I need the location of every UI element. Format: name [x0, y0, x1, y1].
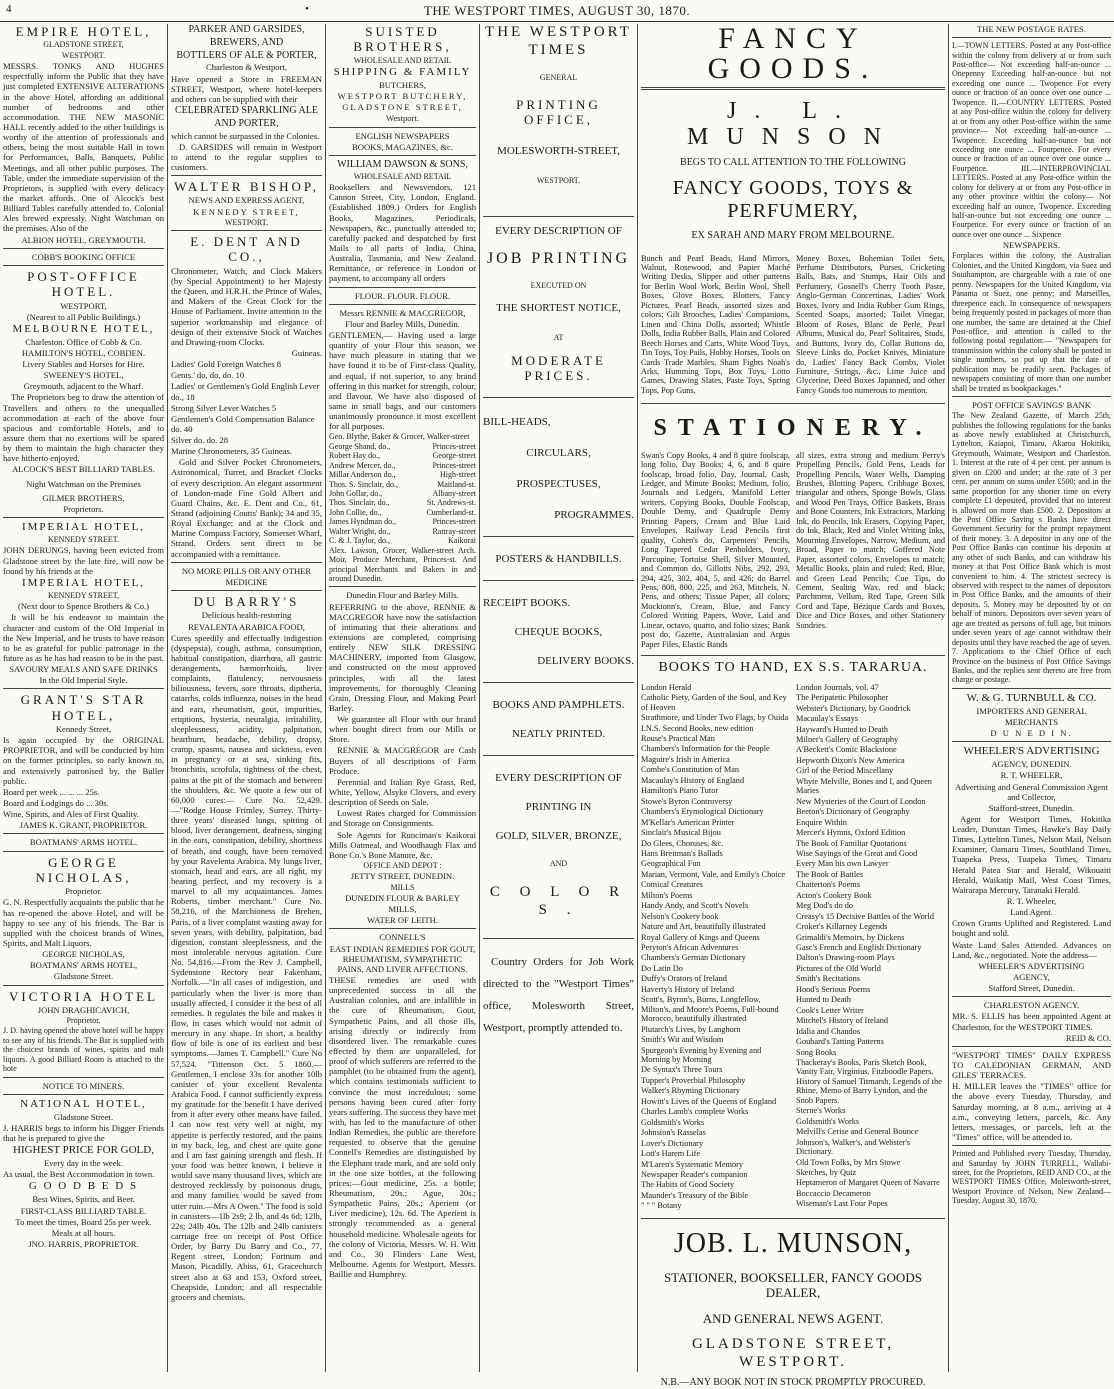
signer-row: Andrew Mercer, do., Princes-street: [329, 460, 476, 470]
book-title: Duffy's Orators of Ireland: [641, 974, 727, 984]
masthead: 4 • THE WESTPORT TIMES, AUGUST 30, 1870.: [0, 0, 1114, 22]
book-title: Creasy's 15 Decisive Battles of the World: [796, 911, 935, 921]
wheeler-heading: WHEELER'S ADVERTISING: [963, 745, 1100, 758]
book-title: Croker's Killarney Legends: [796, 922, 888, 932]
book-title: Tupper's Proverbial Philosophy: [641, 1075, 746, 1085]
book-title: Geographical Fun: [641, 859, 701, 869]
book-title: Beeton's Dictionary of Geography: [796, 807, 910, 817]
book-title: Gasc's French and English Dictionary: [796, 943, 922, 953]
book-title: Do Glees, Choruses, &c.: [641, 838, 724, 848]
book-title: Howitt's Lives of the Queens of England: [641, 1096, 777, 1106]
signers-list: [329, 432, 476, 545]
signer-row: Thos. Sinclair, do., St. Andrews-st.: [329, 498, 476, 508]
imprint: Printed and Published every Tuesday, Thursday, and Saturday by JOHN TURRELL, Wallabi-street, for the Proprietors, REID AND CO., at the WESTPORT TIMES Office, Molesworth-street, Westport Province of Nelson, New Zealand—Tuesday, August 30, 1870.: [952, 1149, 1111, 1206]
book-title: Handy Andy, and Scott's Novels: [641, 901, 749, 911]
book-title: M'Kellar's American Printer: [641, 817, 735, 827]
book-title: Hood's Serious Poems: [796, 984, 871, 994]
walter-bishop-heading: WALTER BISHOP,: [174, 179, 319, 195]
signer-row: Thos. S. Sinclair, do., Maitland-st.: [329, 479, 476, 489]
book-title: Stowe's Byron Controversy: [641, 796, 733, 806]
du-barry-heading: DU BARRY'S: [193, 594, 300, 610]
dent-heading: E. DENT AND CO.,: [190, 234, 303, 265]
books-list-right: [796, 683, 945, 1212]
book-title: De Syntax's Three Tours: [641, 1065, 723, 1075]
book-title: Maunder's Treasury of the Bible: [641, 1190, 749, 1200]
post-office-heading: POST-OFFICE HOTEL.: [27, 268, 140, 300]
newspaper-title: THE WESTPORT TIMES, AUGUST 30, 1870.: [423, 3, 691, 18]
book-title: Catholic Piety, Garden of the Soul, and Key of Heaven: [641, 693, 787, 712]
book-title: Chambers's Information for the People: [641, 744, 770, 754]
fancy-goods-heading: FANCY GOODS.: [707, 22, 879, 85]
grant-heading: GRANT'S STAR HOTEL,: [20, 692, 147, 723]
book-title: Chatterton's Poems: [796, 880, 860, 890]
column-brewers: PARKER AND GARSIDES, BREWERS, AND BOTTLERS OF ALE & PORTER, Charleston & Westport, Have opened a Store in FREEMAN STREET, Westport, where hotel-keepers and others can be supplied with their CELEBRATED SPARKLING ALE AND PORTER, which cannot be surpassed in the Colonies. D. GARSIDES will remain in Westport to attend to the regular supplies to customers. WALTER BISHOP, NEWS AND EXPRESS AGENT, KENNEDY STREET, WESTPORT. E. DENT AND CO., Chronometer, Watch, and Clock Makers (by Special Appointment) to her Majesty the Queen, and H.R.H. the Prince of Wales, and Makers of the Great Clock for the House of Parliament. Invite attention to the superior workmanship and elegance of design of their extensive Stock of Watches and Drawing-room Clocks. Guineas. Ladies' Gold Foreign Watches 8 Gents.' do, do, do. 10 Ladies' or Gentlemen's Gold English Lever do., 18 Strong Silver Lever Watches 5 Gentlemen's Gold Compensation Balance do. 40 Silver do. do. 28 Marine Chronometers, 35 Guineas. Gold and Silver Pocket Chronometers, Astronomical, Turret, and Bracket Clocks of every description. An elegant assortment of London-made Fine Gold Albert and Guard Chains, &c. E. Dent and Co., 61, Strand (adjoining Coutts' Bank); 34 and 35, Royal Exchange; and at the Clock and Marine Compass Factory, Somerset Wharf, Strand. Orders sent direct to be accompanied with a remittance. NO MORE PILLS OR ANY OTHER MEDICINE DU BARRY'S Delicious health-restoring REVALENTA ARABICA FOOD, Cures speedily and effectually indigestion (dyspepsia), cough, asthma, consumption, habitual constipation, diarrhœa, all gastric derangements, hæmorrhoids, liver complaints, flatulency, nervousness biliousness, fevers, sore throats, diptheria, catarrhs, colds influenza, noises in the head and ears, rheumatism, gout, impurities, eruptions, hysteria, neuralgia, irritability, sleeplessness, acidity, palpitation, heartburn, headache, debility, dropsy, cramp, spasms, nausea and sickness, even in pregnancy or at sea, sinking fits, bronchitis, scrofula, tightness of the chest, pains at the pit of the stomach and between the shoulders, &c. We quote a few out of 60,000 cures:— Cure No. 52,429.—"Rodge House Frimley, Surrey. Thirty-three years' diseased lungs, spitting of blood, liver derangement, deafness, singing in the ears, constipation, debility, shortness of breath, and cough, have been removed by your Ravelenta Arabica. My lungs liver, stomach, head and ears, are all right, my hearing perfect, and my recovery is a marvel to all my acquaintances. James Roberts, timber merchant." Cure No. 58,216, of the Marchioness de Brehen, Paris, of a liver complaint wasting away for seven years, with debility, palpitation, bad digestion, constant sleeplessness, and the most intolerable nervous agitation. Cure No. 54,816.—From the Rev J. Campbell, Sydenstone Rectory near Fakenham, Norfolk.—"In all cases of indigestion, and particularly when the liver is more than usually affected, I consider it the best of all remedies. It regulates the bile and makes it flow, in cases which would not admit of mercury in any shape. In short, a healthy flow of bile is one of its earliest and best symptoms.—James T. Campbell." Cure No 57,524. "Tittenson Oct. 5 1860.—Gentlemen, I enclose 33s for another 10lb canister of your excellent Revalenta Arabica Food. I cannot sufficiently express my gratitude for the benefit I have derived from it after every other means have failed. I can now rest very well at night, my appetite is perfectly restored, and the pains in my back, leg, and chest are quite gone and I am fast gaining strength and flesh. If your food was better known, I believe it would save many thousand lives, which are destroyed recklessly by poisonous drugs, and many families would be saved from utter ruin.—Mrs A Owen." The food is sold in canisters—1lb 2s9; 2 lb, and 4s 6d; 12lb, 22s; 24lb 40s. The 12lb and 24lb canisters carriage free on receipt of Post Office Order, by Barry Du Barry and Co., 77, Regent street, London; Fortnum and Mason, Picadilly. Abiss, 61, Gracechurch street also at 63 and 153, Oxford street, Cheapside, London; and all respectable grocers and chemists.: [171, 24, 322, 1302]
book-title: Walker's Rhyming Dictionary: [641, 1086, 740, 1096]
book-title: Smith's Wit and Wisdom: [641, 1035, 724, 1045]
postage-heading: THE NEW POSTAGE RATES.: [977, 24, 1086, 34]
munson-heading: J. L. MUNSON: [686, 98, 899, 151]
column-printing: THE WESTPORT TIMES GENERAL PRINTING OFFICE, MOLESWORTH-STREET, WESTPORT. EVERY DESCRIPTION OF JOB PRINTING EXECUTED ON THE SHORTEST NOTICE, AT MODERATE PRICES. BILL-HEADS, CIRCULARS, PROSPECTUSES, PROGRAMMES. POSTERS & HANDBILLS. RECEIPT BOOKS. CHEQUE BOOKS, DELIVERY BOOKS. BOOKS AND PAMPHLETS. NEATLY PRINTED. EVERY DESCRIPTION OF PRINTING IN GOLD, SILVER, BRONZE, AND C O L O R S . Country Orders for Job Work directed to the "Westport Times" office, Molesworth Street, Westport, promptly attended to.: [483, 24, 634, 1034]
book-title: Goubard's Tatting Patterns: [796, 1037, 884, 1047]
book-title: Royal Gallery of Kings and Queens: [641, 932, 760, 942]
imperial-heading: IMPERIAL HOTEL,: [21, 521, 146, 534]
charleston-heading: CHARLESTON AGENCY.: [983, 1000, 1080, 1011]
signer-row: Walter Wright, do., Rattray-street: [329, 526, 476, 536]
book-title: A'Beckett's Comic Blackstone: [796, 745, 897, 755]
westport-times-heading: THE WESTPORT TIMES: [485, 24, 632, 58]
book-title: Song Books: [796, 1047, 837, 1057]
book-title: Goldsmith's Works: [641, 1117, 705, 1127]
book-title: Thackeray's Books, Paris Sketch Book, Vanity Fair, Virginius, Fitzboodle Papers, History of Samuel Titmarsh, Legends of the Rhine, Memo of Barry Lyndon, and the Snob Papers.: [796, 1058, 942, 1105]
book-title: Whyte Melville, Bones and I, and Queen Maries: [796, 776, 932, 796]
book-title: Haverty's History of Ireland: [641, 984, 734, 994]
suisted-heading: SUISTED BROTHERS,: [353, 24, 452, 55]
book-title: London Herald: [641, 682, 692, 692]
book-title: Combe's Constitution of Man: [641, 765, 740, 775]
signer-row: Robert Hay do., George-street: [329, 451, 476, 461]
book-title: Hayward's Hunted to Death: [796, 724, 889, 734]
book-title: Hepworth Dixon's New America: [796, 755, 905, 765]
book-title: The Book of Battles: [796, 869, 864, 879]
book-title: Comical Creatures: [641, 880, 703, 890]
book-title: Peryton's African Adventures: [641, 943, 739, 953]
book-title: Plutarch's Lives, by Langhorn: [641, 1024, 741, 1034]
book-title: Dalton's Drawing-room Plays: [796, 953, 895, 963]
book-title: Meg Dod's do do: [796, 901, 854, 911]
column-hotels: EMPIRE HOTEL, GLADSTONE STREET, WESTPORT. MESSRS. TONKS AND HUGHES respectfully inform the Public that they have just completed EXTENSIVE ALTERATIONS in the above Hotel, affording an additional number of bedrooms and other accommodation. THE NEW MASONIC HALL recently added to the other buildings is worthy of the attention of professionals and others, being the most suitable Hall in town for Performances, Balls, Banquets, Public Meetings, and all other public purposes. The Table, under the immediate supervision of the Proprietors, is supplied with every delicacy the market affords. One of Alcock's best Billiard Tables carefully attended to. Colonial Ales brewed expressly. Night Watchman on the premises. Also of the ALBION HOTEL, GREYMOUTH. COBB'S BOOKING OFFICE POST-OFFICE HOTEL. WESTPORT, (Nearest to all Public Buildings.) MELBOURNE HOTEL, Charleston. Office of Cobb & Co. HAMILTON'S HOTEL, COBDEN. Livery Stables and Horses for Hire. SWEENEY'S HOTEL, Greymouth, adjacent to the Wharf. The Proprietors beg to draw the attention of Travellers and others to the unequalled accommodation at each of the above four spacious and comfortable Hotels, and to assure them that no exertions will be spared by them to maintain the high character they have hitherto enjoyed. ALCOCK'S BEST BILLIARD TABLES. Night Watchman on the Premises GILMER BROTHERS, Proprietors. IMPERIAL HOTEL, KENNEDY STREET. JOHN DERUNGS, having been evicted from Gladstone street by the late fire, will now be found by his friends at the IMPERIAL HOTEL, KENNEDY STREET, (Next door to Spence Brothers & Co.) It will be his endeavor to maintain the character and custom of the Old Imperial in the New Imperial, and he trusts to have reason to be as grateful for public patronage in the future as as he has had reason to be in the past. SAVOURY MEALS AND SAFE DRINKS In the Old Imperial Style. GRANT'S STAR HOTEL, Kennedy Street, Is again occupied by the ORIGINAL PROPRIETOR, and will be conducted by him on the former principles, so early known to, and extensively patronised by, the Buller public. Board per week ... ... ... 25s. Board and Lodgings do ... 30s. Wine, Spirits, and Ales of First Quality. JAMES K. GRANT, PROPRIETOR. BOATMANS' ARMS HOTEL. GEORGE NICHOLAS, Proprietor. G. N. Respectfully acquaints the public that he has re-opened the above Hotel, and will be happy to see any of his friends. The Bar is supplied with the choicest brands of Wines, Spirits, and Malt Liquors. GEORGE NICHOLAS, BOATMANS' ARMS HOTEL, Gladstone Street. VICTORIA HOTEL JOHN DRAGHICAVICH, Proprietor. J. D. having opened the above hotel will be happy to see any of his friends. The Bar is supplied with the choicest brands of wines, spirits and malt liquors. A good Billiard Room is attached to the hote NOTICE TO MINERS. NATIONAL HOTEL, Gladstone Street. J. HARRIS begs to inform his Digger Friends that he is prepared to give the HIGHEST PRICE FOR GOLD, Every day in the week. As usual, the Best Accommodation in town. G O O D B E D S Best Wines, Spirits, and Beer. FIRST-CLASS BILLIARD TABLE. To meet the times, Board 25s per week. Meals at all hours. JNO. HARRIS, PROPRIETOR.: [3, 24, 164, 1249]
book-title: Enquire Within: [796, 817, 847, 827]
empire-heading: EMPIRE HOTEL,: [15, 24, 152, 39]
book-title: Grimaldi's Memoirs, by Dickens: [796, 932, 905, 942]
signer-row: John Gollar, do., Albany-street: [329, 489, 476, 498]
book-title: Spurgeon's Evening by Evening and Morning by Morning: [641, 1045, 762, 1065]
column-notices: THE NEW POSTAGE RATES. I.—TOWN LETTERS. Posted at any Post-office within the colony from delivery at or from such Post-office— Not exceeding half-an-ounce ... Onepenny Exceeding half-an-ounce but not exceeding one ounce ... Twopence For every ounce or fraction of an ounce over one ounce ... Twopence. II.—COUNTRY LETTERS. Posted at any Post-office within the colony for delivery at or from any other Post-office within the same province— Not exceeding half-an-ounce ... Twopence. Exceeding half-an-ounce but not exceeding one ounce ... Fourpence. For every ounce or fraction of an ounce over one ounce ... Fourpence. III.—INTERPROVINCIAL LETTERS. Posted at any Post-office within the colony for delivery at or from any Post-office in any other province within the colony— Not exceeding half an ounce, Twopence. Exceeding half-an-ounce but not exceeding one ounce ... Fourpence. For every ounce or fraction of an ounce over one ounce ... Sixpence NEWSPAPERS. Forplaces within the colony, the Australian Colonies, and the United Kingdom, via Suez and Southampton, are chargeable with a rate of one penny. Newspapers for the United Kingdom, via Panama or Suez, one penny; and Marseilles, threepence each. In consequence of newspapers being frequently posted in packages of more than one number, the same are detained at the Chief Post-office, and attention is called to the following postal regulation:— "Newspapers for transmission within the colony shall be posted in single numbers, so put up that the date of publication may be readily seen. Packages of newspapers consisting of more than one number shall be treated as bookpackages." POST OFFICE SAVINGS' BANK The New Zealand Gazette, of March 25th, publishes the following regulations for the banks as above newly established at Christchurch, Lyttelton, Kaiapoi, Timaru, Akaroa Hokitika, Greymouth, Waimate, Westport and Charleston. 1. Interest at the rate of 4 per cent. per annum is given on £200 and under; at the rate of 3 per cent. per annum on sums under £500; and in the same proportion for any shorter time on every complete £1 deposited, provided that no interest is allowed on more than £500. 2. Depositors at the Post Office Saving s Banks have direct Government Security for the prompt repayment of their money. 3. A depositor in any one of the Post Office Banks can continue his deposits at any other of such Banks, and can withdraw his money at that Post Office Bank which is most convenient to him. 4. The strictest secrecy is observed with respect to the names of depositors in Post Office Banks, and the amounts of their deposits. 5. Money may be deposited by or on behalf of minors. Depositors over seven years of age are treated as persons of full age, but minors under seven years of age cannot withdraw their deposits until they have reached the age of seven. 7. Applications to the Chief Office of each Province on the business of Post Office Savings Banks, and the replies sent thereto are free from charge or postage. W. & G. TURNBULL & CO. IMPORTERS AND GENERAL MERCHANTS D U N E D I N. WHEELER'S ADVERTISING AGENCY, DUNEDIN. R. T. WHEELER, Advertising and General Commission Agent and Collector, Stafford-street, Dunedin. Agent for Westport Times, Hokitika Leader, Dunstan Times, Hawke's Bay Daily Times, Lyttelton Times, Nelson Mail, Nelson Examiner, Oamaru Times, Southland Times, Tuapeka Press, Tuapeka Times, Timaru Herald Patea Star and Herald, Wikouaiti Herald, Waikatip Mail, West Coast Times, Wairarapa Mercury, Taranaki Herald. R. T. Wheeler, Land Agent. Crown Grants Uplifted and Registered. Land bought and sold. Waste Land Sales Attended. Advances on Land, &c., negotiated. Note the address— WHEELER'S ADVERTISING AGENCY, Stafford Street, Dunedin. CHARLESTON AGENCY. MR. S. ELLIS has been appointed Agent at Charleston, for the WESTPORT TIMES. REID & CO. "WESTPORT TIMES" DAILY EXPRESS TO CALEDONIAN GERMAN, AND GILES' TERRACES. H. MILLER leaves the "TIMES" office for the above every Tuesday, Thursday, and Saturday morning, at 8 a.m., arriving at 4 a.m., conveying letters, parcels, &c. Any letters, messages, or parcels, left at the "Times" office, will be attended to. Printed and Published every Tuesday, Thursday, and Saturday by JOHN TURRELL, Wallabi-street, for the Proprietors, REID AND CO., at the WESTPORT TIMES Office, Molesworth-street, Westport Province of Nelson, New Zealand—Tuesday, August 30, 1870.: [952, 24, 1111, 1206]
book-title: Pictures of the Old World: [796, 963, 881, 973]
book-title: " " " Botany: [641, 1201, 682, 1211]
book-title: Webster's Dictionary, by Goodrick: [796, 703, 911, 713]
book-title: Mercer's Hymns, Oxford Edition: [796, 828, 906, 838]
book-title: Milton's Poems: [641, 890, 693, 900]
signer-row: Millar Anderson do., High-street: [329, 470, 476, 480]
book-title: Mitchel's History of Ireland: [796, 1016, 889, 1026]
book-title: Strathmore, and Under Two Flags, by Ouida: [641, 713, 789, 723]
signer-row: Geo. Blythe, Baker & Grocer, Walker-street: [329, 432, 470, 442]
book-title: Charles Lamb's complete Works: [641, 1107, 749, 1117]
book-title: Sinclair's Musical Bijou: [641, 828, 721, 838]
book-title: Girl of the Period Miscellany: [796, 766, 894, 776]
book-title: Cook's Letter Writer: [796, 1005, 864, 1015]
job-munson-heading: JOB. L. MUNSON,: [673, 1227, 913, 1259]
book-title: Wiseman's Last Four Popes: [796, 1199, 888, 1209]
book-title: The Habits of Good Society: [641, 1180, 735, 1190]
book-title: Rouse's Practical Man: [641, 733, 715, 743]
book-title: I.N.S. Second Books, new edition: [641, 723, 754, 733]
book-title: Johnson's, Walker's, and Webster's Dictionary.: [796, 1137, 911, 1157]
book-title: The Peripatetic Philosopher: [796, 693, 889, 703]
parker-heading: PARKER AND GARSIDES,: [188, 24, 305, 35]
book-title: Newspaper Reader's companion: [641, 1170, 748, 1179]
book-title: Lover's Dictionary: [641, 1138, 704, 1148]
savings-heading: POST OFFICE SAVINGS' BANK: [972, 400, 1091, 411]
book-title: M'Laren's Systematic Memory: [641, 1159, 744, 1169]
book-title: Idalia and Chandos: [796, 1026, 861, 1036]
book-title: Sketches, by Quiz: [796, 1168, 857, 1177]
book-title: Maguire's Irish in America: [641, 754, 730, 764]
book-title: Do Latin Do: [641, 963, 683, 973]
book-title: Macaulay's Essays: [796, 714, 859, 724]
book-title: The Book of Familiar Quotations: [796, 838, 907, 848]
book-title: Chambers's Etymological Dictionary: [641, 807, 764, 817]
book-title: Smith's Recitations: [796, 974, 860, 984]
book-title: Scott's, Byron's, Burns, Longfellow, Milton's, and Moore's Poems, Full-bound Morocco, beautifully illustrated: [641, 995, 779, 1024]
turnbull-heading: W. & G. TURNBULL & CO.: [966, 691, 1097, 704]
stationery-heading: STATIONERY.: [653, 415, 933, 442]
book-title: Nature and Art, beautifully illustrated: [641, 922, 766, 932]
book-title: Hunted to Death: [796, 995, 851, 1005]
book-title: Hans Breitman's Ballads: [641, 848, 723, 858]
dawson-heading: WILLIAM DAWSON & SONS,: [337, 158, 468, 170]
george-heading: GEORGE NICHOLAS,: [35, 854, 132, 885]
book-title: Acton's Cookery Book: [796, 890, 872, 900]
column-munson: FANCY GOODS. J. L. MUNSON BEGS TO CALL ATTENTION TO THE FOLLOWING FANCY GOODS, TOYS & PERFUMERY, EX SARAH AND MARY FROM MELBOURNE. Bunch and Pearl Beads, Hand Mirrors, Walnut, Rosewood, and Papier Maché Writing Desks, Slipper and other patterns for Berlin Wool Work, Berlin Wool, Shell Boxes, Glove Boxes, Blotters, Fancy Pictures, Pearl Beads, assorted sizes and colors; Gilt Brooches, Ladies' Companions, Linen and China Dolls, assorted; Whistle Dolls, India Rubber Balls, Plain and Colored Beech Horses and Carts, White Wood Toys, Tin Toys, Toy Pails, Hobby Horses, Tools on Cards Trade Marbles, Sham Fights Noah's Arks, Humming Tops, Box Toys, Lotto Games, Drawing Slates, Paste Toys, Spring Tops, Pop Guns, Money Boxes, Bohemian Toilet Sets, Perfume Distributors, Purses, Cricketing Balls, Bats, and Stumps, Hair Oils and Perfumery, Gosnell's Cherry Tooth Paste, Anglo-German Concertinas, Ladies' Work Boxes, Ivory and India Rubber Gum Rings, Scented Soaps, assorted; Toilet Vinegar, Bloom of Roses, Blanc de Perle, Pearl Albums, Musical do, Pearl Solitaires, Studs, and Buttons, Ivory do, Collar Buttons do, Sleeve Links do, Pocket Knives, Miniature do, Ladies' Fancy Back Combs, Violet Furniture, Strings, &c., Lime Juice and Glycerine, Deed Boxes Japanned, and other Fancy Goods too numerous to mention. STATIONERY. Swan's Copy Books, 4 and 8 quire foolscap, long folio, Day Books; 4, 6, and 8 quire foolscap, broad folio, Day, Journal, Cash, Ledger, and Minute Books; Medium, folio, Journals and Ledgers, Manifold Letter writers, Copying Books, Double Foolscap, Double Demy, and Quadruple Demy Printing Papers, Cream and Blue Laid Envelopes, Railway Lead Pencils first quality, Cohen's do, Carpenters' Pencils, Long Tapered Cedar Penholders, Ivory, Porcupine, Tortoise Shell, Silver Mounted, and Common do, Gillotts Nibs, 292, 293, 294, 425, 302, 404, 5, and 426; do Barrel Pens, 808, 800, 225, and 263, Mitchels, N. Pens, and others; Tissue Paper, all colors; Mocktonn's, Cream, Blue, and Fancy Colored Writing Papers, Wove, Laid and Linear, octavo, quarto, and folio sizes; Bank post do, Gazette, Australasian and Argus Paper Files, Elastic Bands all sizes, extra strong and medium Perry's Propelling Pencils, Gold Pens, Leads for Propelling Pencils, Water Wells, Damping Brushes, Blotting Papers, Cribbage Boxes, triangular and others, Sponge Bowls, Glass and Wood Pen Trays, Office Baskets, Brass and Bone Counters, Ink Extractors, Marking Ink, do Pencils, Ink Erasers, Copying Paper, do Ink, Black, Red and Violet Writing Inks, Mourning Envelopes, Narrow, Medium, and Broad, Paper to match; Goffered Note Paper, assorted colors, Envelopes to match; Metallic Books, plain and ruled; Red, Blue, and Green Lead Pencils; Cue Tips, do Cement, Sealing Wax, red and black; Parchment, Vellum, Red Tape, Green Silk Cord and Tape, Bézique Cards and Boxes, Dice and Dice Boxes, and other Stationery Sundries. BOOKS TO HAND, EX S.S. TARARUA. London Herald Catholic Piety, Garden of the Soul, and Key of Heaven Strathmore, and Under Two Flags, by Ouida I.N.S. Second Books, new edition Rouse's Practical Man Chambers's Information for the People Maguire's Irish in America Combe's Constitution of Man Macaulay's History of England Hamilton's Piano Tutor Stowe's Byron Controversy Chambers's Etymological Dictionary M'Kellar's American Printer Sinclair's Musical Bijou Do Glees, Choruses, &c. Hans Breitman's Ballads Geographical Fun Marian, Vermont, Vale, and Emily's Choice Comical Creatures Milton's Poems Handy Andy, and Scott's Novels Nelson's Cookery book Nature and Art, beautifully illustrated Royal Gallery of Kings and Queens Peryton's African Adventures Chambers's German Dictionary Do Latin Do Duffy's Orators of Ireland Haverty's History of Ireland Scott's, Byron's, Burns, Longfellow, Milton's, and Moore's Poems, Full-bound Morocco, beautifully illustrated Plutarch's Lives, by Langhorn Smith's Wit and Wisdom Spurgeon's Evening by Evening and Morning by Morning De Syntax's Three Tours Tupper's Proverbial Philosophy Walker's Rhyming Dictionary Howitt's Lives of the Queens of England Charles Lamb's complete Works Goldsmith's Works Johnston's Rasselas Lover's Dictionary Lott's Harem Life M'Laren's Systematic Memory Newspaper Reader's companion The Habits of Good Society Maunder's Treasury of the Bible " " " Botany London Journals, vol. 47 The Peripatetic Philosopher Webster's Dictionary, by Goodrick Macaulay's Essays Hayward's Hunted to Death Milner's Gallery of Geography A'Beckett's Comic Blackstone Hepworth Dixon's New America Girl of the Period Miscellany Whyte Melville, Bones and I, and Queen Maries New Mysteries of the Court of London Beeton's Dictionary of Geography Enquire Within Mercer's Hymns, Oxford Edition The Book of Familiar Quotations Wise Sayings of the Great and Good Every Man his own Lawyer The Book of Battles Chatterton's Poems Acton's Cookery Book Meg Dod's do do Creasy's 15 Decisive Battles of the World Croker's Killarney Legends Grimaldi's Memoirs, by Dickens Gasc's French and English Dictionary Dalton's Drawing-room Plays Pictures of the Old World Smith's Recitations Hood's Serious Poems Hunted to Death Cook's Letter Writer Mitchel's History of Ireland Idalia and Chandos Goubard's Tatting Patterns Song Books Thackeray's Books, Paris Sketch Book, Vanity Fair, Virginius, Fitzboodle Papers, History of Samuel Titmarsh, Legends of the Rhine, Memo of Barry Lyndon, and the Snob Papers. Sterne's Works Goldsmith's Works Melvill's Cerise and General Bounce Johnson's, Walker's, and Webster's Dictionary. Old Town Folks, by Mrs Stowe Sketches, by Quiz Heptameron of Margaret Queen of Navarre Boccaccio Decameron Wiseman's Last Four Popes JOB. L. MUNSON, STATIONER, BOOKSELLER, FANCY GOODS DEALER, AND GENERAL NEWS AGENT. GLADSTONE STREET, WESTPORT. N.B.—ANY BOOK NOT IN STOCK PROMPTLY PROCURED.: [641, 22, 945, 1389]
book-title: Marian, Vermont, Vale, and Emily's Choice: [641, 869, 786, 879]
book-title: Johnston's Rasselas: [641, 1128, 706, 1138]
book-title: Every Man his own Lawyer: [796, 859, 889, 869]
book-title: Old Town Folks, by Mrs Stowe: [796, 1157, 901, 1167]
book-title: Wise Sayings of the Great and Good: [796, 848, 918, 858]
book-title: Goldsmith's Works: [796, 1116, 860, 1126]
victoria-heading: VICTORIA HOTEL: [8, 988, 158, 1004]
book-title: Boccaccio Decameron: [796, 1188, 871, 1198]
book-title: Melvill's Cerise and General Bounce: [796, 1127, 919, 1137]
book-title: Lott's Harem Life: [641, 1149, 701, 1159]
signer-row: James Hyndman do., Princes-street: [329, 517, 476, 527]
book-title: Milner's Gallery of Geography: [796, 734, 899, 744]
book-title: Macaulay's History of England: [641, 775, 745, 785]
book-title: Hamilton's Piano Tutor: [641, 786, 719, 796]
book-title: Nelson's Cookery book: [641, 911, 719, 921]
book-title: Chambers's German Dictionary: [641, 953, 746, 963]
daily-express-heading: "WESTPORT TIMES" DAILY EXPRESS TO CALEDONIAN GERMAN, AND GILES' TERRACES.: [952, 1049, 1111, 1081]
book-title: London Journals, vol. 47: [796, 682, 879, 692]
books-heading: BOOKS TO HAND, EX S.S. TARARUA.: [658, 660, 928, 676]
book-title: New Mysteries of the Court of London: [796, 796, 926, 806]
signer-row: George Shand, do., Princes-street: [329, 441, 476, 451]
column-butchers: SUISTED BROTHERS, WHOLESALE AND RETAIL SHIPPING & FAMILY BUTCHERS, WESTPORT BUTCHERY, GLADSTONE STREET, Westport. ENGLISH NEWSPAPERS BOOKS, MAGAZINES, &c. WILLIAM DAWSON & SONS, WHOLESALE AND RETAIL Booksellers and Newsvendors, 121 Cannon Street, City, London, England. (Established 1809.) Orders for English Books, Magazines, Periodicals, Newspapers, &c., punctually attended to; carefully packed and despatched by first Mails to all parts of India, China, Australia, Tasmania, and New Zealand. Remittance, or reference in London or payment, to accompany all orders FLOUR. FLOUR. FLOUR. Messrs RENNIE & MACGREGOR, Flour and Barley Mills, Dunedin. GENTLEMEN,— Having used a large quantity of your Flour this season, we have much pleasure in stating that we have found it to be of First-class Quality, and equal, if not superior, to any brand offering in this market for strength, colour, and flavour. We have also disposed of same in small bags, and our customers unanimously pronounce it most excellent for all purposes. Geo. Blythe, Baker & Grocer, Walker-street George Shand, do., Princes-street Robert Hay do., George-street Andrew Mercer, do., Princes-street Millar Anderson do., High-street Thos. S. Sinclair, do., Maitland-st. John Gollar, do., Albany-street Thos. Sinclair, do., St. Andrews-st. John Collie, do., Cumberland-st. James Hyndman do., Princes-street Walter Wright, do., Rattray-street C. & J. Taylor, do., Kaikorai Alex. Lawson, Grocer, Walker-street Arch. Moir, Produce Merchant, Princes-st. And principal Merchants and Bakers in and around Dunedin. Dunedin Flour and Barley Mills. REFERRING to the above, RENNIE & MACGREGOR have now the satisfaction of intimating that their alterations and extensions are completed, comprising entirely NEW SILK DRESSING MACHINERY, imported from Glasgow, and constructed on the most approved principles, with all the latest improvements, for thoroughly Cleaning Grain, Dressing Flour, and Making Pearl Barley. We guarantee all Flour with our brand when bought direct from our Mills or Store. RENNIE & MACGREGOR are Cash Buyers of all descriptions of Farm Produce. Perennial and Italian Rye Grass, Red, White, Yellow, Alsyke Clovers, and every description of Seeds on Sale. Lowest Rates charged for Commission and Storage on Consignments. Sole Agents for Runciman's Kaikorai Mills Oatmeal, and Woodhaugh Flax and Bone Co.'s Bone Manure, &c. OFFICE AND DEPOT : JETTY STREET, DUNEDIN. MILLS DUNEDIN FLOUR & BARLEY MILLS, WATER OF LEITH. CONNELL'S EAST INDIAN REMEDIES FOR GOUT, RHEUMATISM, SYMPATHETIC PAINS, AND LIVER AFFECTIONS. THESE remedies are used with unprecedented success in all the Australian colonies, and are infallible in the cure of Rheumatism, Gout, Sympathetic Pains, and all those ills, arising directly or indirectly from disordered liver. The remarkable cures effected by them are unparalleled, for proof of which sufferers are referred to the pamphlet (to be obtained from the agent), which contains testimonials sufficient to convince the most incredulous; some persons having been cured after forty years suffering. The success they have met with, has led to the manufacture of other Indian Remedies, the public are therefore requested to observe that the genuine Connell's Remedies are distinguished by the Elephant trade mark, and are sold only in the one size bottles, at the following prices:—Gout medicine, 25s. a bottle; Rheumatism, 20s.; Ague, 20s.; Sympathetic Pains, 20s.; Aperient (or Liver medicine), 12s. 6d. The Aperient is strongly recommended as a general household medicine. Wholesale agents for the colony of Victoria, Messrs. W. H. Witt and Co., 30 Flinders Lane West, Melbourne. Agents for Westport, Messrs. Baillie and Humphrey.: [329, 24, 476, 1280]
empire-body: MESSRS. TONKS AND HUGHES respectfully inform the Public that they have just completed EXTENSIVE ALTERATIONS in the above Hotel, affording an additional number of bedrooms and other accommodation. THE NEW MASONIC HALL recently added to the other buildings is worthy of the attention of professionals and others, being the most suitable Hall in town for Performances, Balls, Banquets, Public Meetings, and all other public purposes. The Table, under the immediate supervision of the Proprietors, is supplied with every delicacy the market affords. One of Alcock's best Billiard Tables carefully attended to. Colonial Ales brewed expressly. Night Watchman on the premises. Also of the: [3, 61, 164, 234]
signer-row: John Collie, do., Cumberland-st.: [329, 507, 476, 517]
book-title: Heptameron of Margaret Queen of Navarre: [796, 1178, 940, 1188]
signer-row: C. & J. Taylor, do., Kaikorai: [329, 536, 476, 546]
books-list-left: [641, 683, 790, 1212]
book-title: Sterne's Works: [796, 1106, 846, 1116]
page-number: 4: [6, 3, 12, 15]
